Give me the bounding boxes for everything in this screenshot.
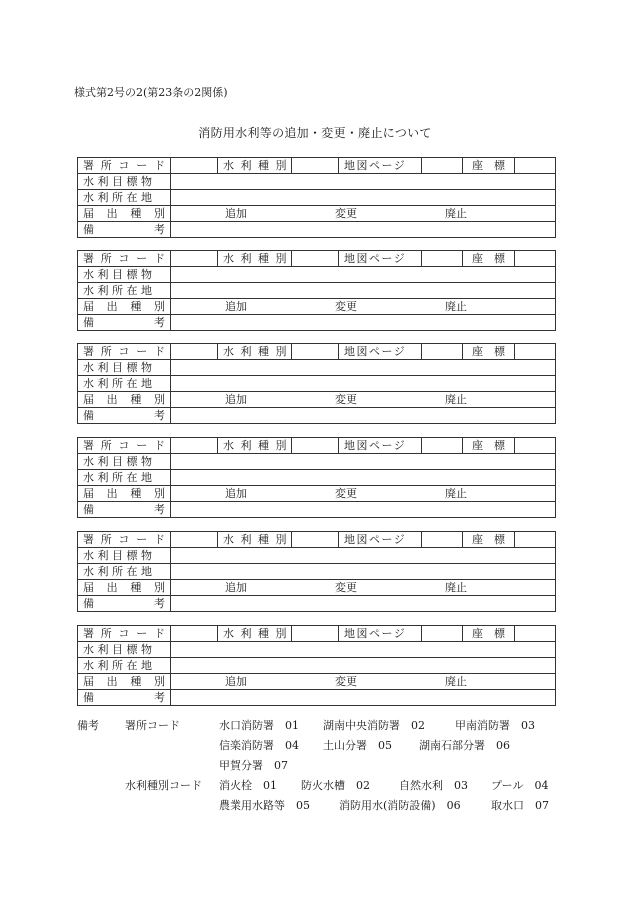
target-label: 水利目標物 xyxy=(78,360,171,376)
map-page-field[interactable] xyxy=(422,532,463,548)
water-type-label: 水 利 種 別 xyxy=(218,626,292,642)
water-type-label: 水 利 種 別 xyxy=(218,532,292,548)
map-page-label: 地図ページ xyxy=(339,532,422,548)
option-change[interactable]: 変更 xyxy=(335,300,357,313)
map-page-label: 地図ページ xyxy=(339,344,422,360)
notice-type-field[interactable] xyxy=(171,206,556,222)
location-label: 水利所在地 xyxy=(78,190,171,206)
map-page-label: 地図ページ xyxy=(339,438,422,454)
coordinates-field[interactable] xyxy=(515,344,556,360)
water-type-label: 水 利 種 別 xyxy=(218,251,292,267)
coordinates-label: 座 標 xyxy=(463,626,515,642)
notice-type-field[interactable] xyxy=(171,299,556,315)
form-number: 様式第2号の2(第23条の2関係) xyxy=(74,86,228,99)
coordinates-field[interactable] xyxy=(515,626,556,642)
target-field[interactable] xyxy=(171,174,556,190)
notice-type-label: 届 出 種 別 xyxy=(78,580,171,596)
notice-type-label: 届 出 種 別 xyxy=(78,206,171,222)
target-label: 水利目標物 xyxy=(78,174,171,190)
water-type-field[interactable] xyxy=(292,532,339,548)
notice-type-field[interactable] xyxy=(171,580,556,596)
water-facility-form-block xyxy=(77,157,556,238)
map-page-label: 地図ページ xyxy=(339,158,422,174)
water-facility-form-block xyxy=(77,250,556,331)
map-page-field[interactable] xyxy=(422,626,463,642)
option-add[interactable]: 追加 xyxy=(225,675,247,688)
location-field[interactable] xyxy=(171,376,556,392)
location-field[interactable] xyxy=(171,190,556,206)
remarks-field[interactable] xyxy=(171,690,556,706)
water-code-item: プール 04 xyxy=(491,779,549,792)
target-label: 水利目標物 xyxy=(78,642,171,658)
coordinates-field[interactable] xyxy=(515,158,556,174)
map-page-label: 地図ページ xyxy=(339,251,422,267)
notice-type-label: 届 出 種 別 xyxy=(78,486,171,502)
coordinates-label: 座 標 xyxy=(463,158,515,174)
station-code-field[interactable] xyxy=(171,344,218,360)
option-abolish[interactable]: 廃止 xyxy=(445,207,467,220)
location-field[interactable] xyxy=(171,470,556,486)
option-abolish[interactable]: 廃止 xyxy=(445,300,467,313)
target-label: 水利目標物 xyxy=(78,548,171,564)
water-code-item: 消防用水(消防設備) 06 xyxy=(339,799,461,812)
station-code-field[interactable] xyxy=(171,251,218,267)
option-abolish[interactable]: 廃止 xyxy=(445,393,467,406)
water-type-field[interactable] xyxy=(292,251,339,267)
location-field[interactable] xyxy=(171,658,556,674)
map-page-field[interactable] xyxy=(422,158,463,174)
water-code-item: 農業用水路等 05 xyxy=(219,799,310,812)
station-code-item: 土山分署 05 xyxy=(323,739,392,752)
option-abolish[interactable]: 廃止 xyxy=(445,675,467,688)
target-field[interactable] xyxy=(171,548,556,564)
station-code-item: 甲賀分署 07 xyxy=(219,759,288,772)
coordinates-label: 座 標 xyxy=(463,344,515,360)
notice-type-label: 届 出 種 別 xyxy=(78,392,171,408)
water-facility-form-block xyxy=(77,437,556,518)
remarks-label: 備 考 xyxy=(78,690,171,706)
coordinates-label: 座 標 xyxy=(463,438,515,454)
option-change[interactable]: 変更 xyxy=(335,581,357,594)
station-code-label: 署 所 コ ー ド xyxy=(78,158,171,174)
water-facility-form-block xyxy=(77,343,556,424)
station-code-item: 湖南石部分署 06 xyxy=(419,739,510,752)
water-code-item: 消火栓 01 xyxy=(219,779,277,792)
option-add[interactable]: 追加 xyxy=(225,581,247,594)
water-type-field[interactable] xyxy=(292,626,339,642)
remarks-label: 備 考 xyxy=(78,315,171,331)
remarks-field[interactable] xyxy=(171,502,556,518)
remarks-field[interactable] xyxy=(171,596,556,612)
target-field[interactable] xyxy=(171,267,556,283)
station-code-label: 署 所 コ ー ド xyxy=(78,251,171,267)
water-code-item: 防火水槽 02 xyxy=(301,779,370,792)
station-code-label: 署 所 コ ー ド xyxy=(78,438,171,454)
remarks-label: 備 考 xyxy=(78,502,171,518)
remarks-field[interactable] xyxy=(171,315,556,331)
notice-type-field[interactable] xyxy=(171,674,556,690)
water-type-field[interactable] xyxy=(292,344,339,360)
target-field[interactable] xyxy=(171,454,556,470)
notes-heading: 備考 xyxy=(77,719,99,732)
location-field[interactable] xyxy=(171,564,556,580)
remarks-field[interactable] xyxy=(171,408,556,424)
option-abolish[interactable]: 廃止 xyxy=(445,487,467,500)
water-type-label: 水 利 種 別 xyxy=(218,344,292,360)
notice-type-label: 届 出 種 別 xyxy=(78,674,171,690)
option-add[interactable]: 追加 xyxy=(225,393,247,406)
remarks-label: 備 考 xyxy=(78,408,171,424)
station-code-item: 信楽消防署 04 xyxy=(219,739,299,752)
remarks-label: 備 考 xyxy=(78,596,171,612)
coordinates-field[interactable] xyxy=(515,251,556,267)
station-code-label: 署 所 コ ー ド xyxy=(78,344,171,360)
water-facility-form-block xyxy=(77,625,556,706)
coordinates-label: 座 標 xyxy=(463,251,515,267)
page-title: 消防用水利等の追加・変更・廃止について xyxy=(198,126,432,140)
map-page-field[interactable] xyxy=(422,251,463,267)
target-label: 水利目標物 xyxy=(78,267,171,283)
target-label: 水利目標物 xyxy=(78,454,171,470)
water-facility-form-block xyxy=(77,531,556,612)
coordinates-field[interactable] xyxy=(515,438,556,454)
water-code-item: 自然水利 03 xyxy=(399,779,468,792)
map-page-field[interactable] xyxy=(422,438,463,454)
remarks-label: 備 考 xyxy=(78,222,171,238)
location-label: 水利所在地 xyxy=(78,470,171,486)
notice-type-field[interactable] xyxy=(171,392,556,408)
water-type-field[interactable] xyxy=(292,438,339,454)
station-code-label: 署 所 コ ー ド xyxy=(78,532,171,548)
option-abolish[interactable]: 廃止 xyxy=(445,581,467,594)
option-change[interactable]: 変更 xyxy=(335,487,357,500)
location-field[interactable] xyxy=(171,283,556,299)
location-label: 水利所在地 xyxy=(78,564,171,580)
location-label: 水利所在地 xyxy=(78,283,171,299)
target-field[interactable] xyxy=(171,642,556,658)
station-code-item: 甲南消防署 03 xyxy=(455,719,535,732)
notice-type-field[interactable] xyxy=(171,486,556,502)
water-type-field[interactable] xyxy=(292,158,339,174)
option-add[interactable]: 追加 xyxy=(225,300,247,313)
option-change[interactable]: 変更 xyxy=(335,675,357,688)
map-page-field[interactable] xyxy=(422,344,463,360)
water-type-label: 水 利 種 別 xyxy=(218,438,292,454)
option-change[interactable]: 変更 xyxy=(335,393,357,406)
station-code-field[interactable] xyxy=(171,158,218,174)
remarks-field[interactable] xyxy=(171,222,556,238)
water-code-title: 水利種別コード xyxy=(125,779,202,792)
station-code-item: 水口消防署 01 xyxy=(219,719,299,732)
water-code-item: 取水口 07 xyxy=(491,799,549,812)
water-type-label: 水 利 種 別 xyxy=(218,158,292,174)
coordinates-field[interactable] xyxy=(515,532,556,548)
station-code-field[interactable] xyxy=(171,626,218,642)
coordinates-label: 座 標 xyxy=(463,532,515,548)
station-code-title: 署所コード xyxy=(125,719,180,732)
station-code-field[interactable] xyxy=(171,532,218,548)
option-add[interactable]: 追加 xyxy=(225,207,247,220)
station-code-field[interactable] xyxy=(171,438,218,454)
location-label: 水利所在地 xyxy=(78,658,171,674)
station-code-label: 署 所 コ ー ド xyxy=(78,626,171,642)
station-code-item: 湖南中央消防署 02 xyxy=(323,719,425,732)
notice-type-label: 届 出 種 別 xyxy=(78,299,171,315)
option-add[interactable]: 追加 xyxy=(225,487,247,500)
location-label: 水利所在地 xyxy=(78,376,171,392)
map-page-label: 地図ページ xyxy=(339,626,422,642)
option-change[interactable]: 変更 xyxy=(335,207,357,220)
target-field[interactable] xyxy=(171,360,556,376)
